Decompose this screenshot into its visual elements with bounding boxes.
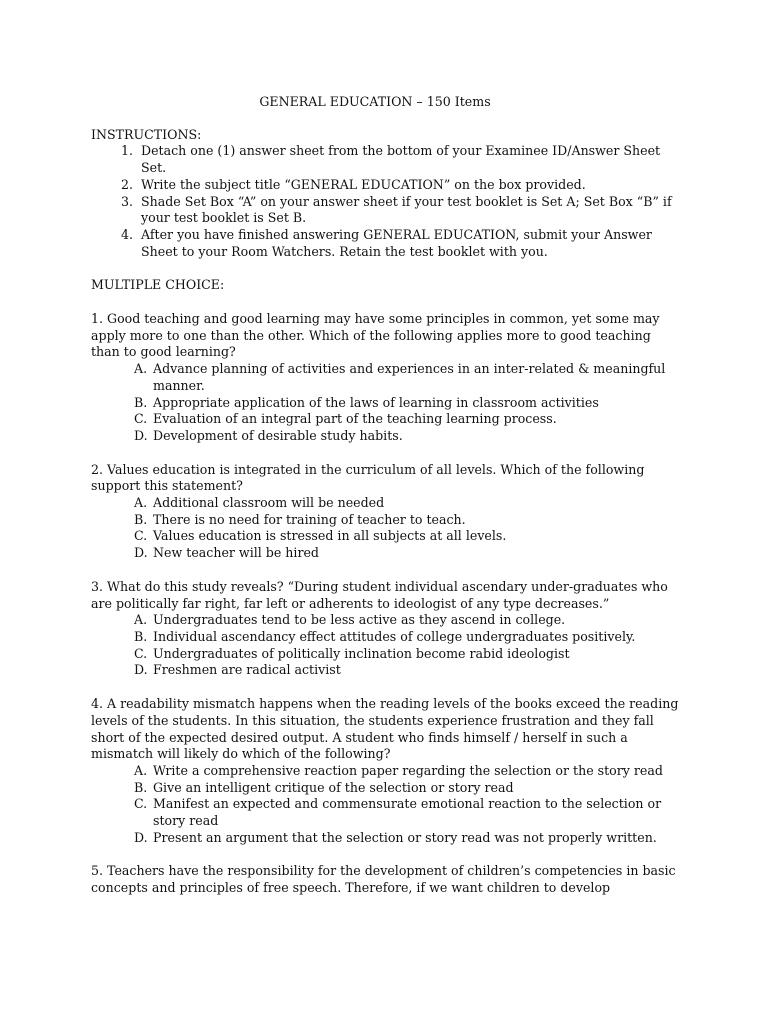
choice-text: Manifest an expected and commensurate emotional reaction to the selection or story read (153, 796, 662, 829)
choice-d (134, 662, 681, 679)
choice-b (134, 780, 681, 797)
choice-letter: C. (134, 411, 148, 427)
document-page (91, 94, 681, 914)
choice-a (134, 495, 681, 512)
question-3 (91, 579, 681, 679)
choice-letter: C. (134, 796, 148, 812)
question-stem: 3. What do this study reveals? “During student individual ascendary under-graduates who are politically far right, far left or adherents to ideologist of any type decreases.” (91, 578, 668, 611)
choice-d (134, 830, 681, 847)
choice-letter: C. (134, 645, 148, 661)
choice-d (134, 545, 681, 562)
page-title: GENERAL EDUCATION – 150 Items (259, 94, 491, 109)
choice-c (134, 528, 681, 545)
instruction-item: 1. Detach one (1) answer sheet from the bottom of your Examinee ID/Answer Sheet Set. (137, 143, 681, 176)
question-stem: 1. Good teaching and good learning may have some principles in common, yet some may apply more to one than the other. Which of the following applies more to good teaching than to good learning? (91, 311, 660, 360)
choice-letter: B. (134, 394, 148, 410)
multiple-choice-heading: MULTIPLE CHOICE: (91, 277, 225, 293)
choice-text: Appropriate application of the laws of learning in classroom activities (153, 394, 599, 410)
choice-letter: A. (134, 361, 148, 377)
choice-a (134, 612, 681, 629)
choice-text: New teacher will be hired (153, 545, 319, 561)
choice-letter: D. (134, 662, 148, 678)
choice-text: Freshmen are radical activist (153, 662, 341, 678)
question-stem: 4. A readability mismatch happens when the reading levels of the books exceed the reading levels of the students. In this situation, the students experience frustration and they fall short of the expected desired output. A student who finds himself / herself in such a mismatch will likely do which of the following? (91, 696, 679, 762)
choice-c (134, 646, 681, 663)
question-1 (91, 311, 681, 445)
choice-text: There is no need for training of teacher to teach. (153, 511, 466, 527)
choice-text: Write a comprehensive reaction paper regarding the selection or the story read (153, 762, 663, 778)
choice-text: Undergraduates of politically inclination become rabid ideologist (153, 645, 570, 661)
choice-text: Undergraduates tend to be less active as they ascend in college. (153, 612, 566, 628)
choice-letter: B. (134, 779, 148, 795)
choice-letter: A. (134, 762, 148, 778)
choice-letter: B. (134, 628, 148, 644)
choice-letter: D. (134, 545, 148, 561)
choice-d (134, 428, 681, 445)
choice-b (134, 629, 681, 646)
choice-letter: D. (134, 427, 148, 443)
instruction-item: 3. Shade Set Box “A” on your answer sheet if your test booklet is Set A; Set Box “B” if your test booklet is Set B. (137, 194, 681, 227)
question-2 (91, 462, 681, 562)
choice-text: Additional classroom will be needed (153, 495, 385, 511)
instruction-item: 4. After you have finished answering GENERAL EDUCATION, submit your Answer Sheet to your Room Watchers. Retain the test booklet with you. (137, 227, 681, 260)
choice-letter: C. (134, 528, 148, 544)
question-stem: 5. Teachers have the responsibility for the development of children’s competencies in basic concepts and principles of free speech. Therefore, if we want children to develop (91, 863, 676, 896)
choice-text: Advance planning of activities and experiences in an inter-related & meaningful manner. (153, 361, 666, 393)
choice-text: Values education is stressed in all subjects at all levels. (153, 528, 507, 544)
instructions-list (91, 143, 681, 260)
question-5 (91, 863, 681, 896)
choice-c (134, 796, 681, 829)
choice-text: Evaluation of an integral part of the teaching learning process. (153, 411, 557, 427)
choice-letter: D. (134, 829, 148, 845)
choice-letter: A. (134, 612, 148, 628)
choice-text: Give an intelligent critique of the selection or story read (153, 779, 514, 795)
choice-b (134, 395, 681, 412)
choice-text: Individual ascendancy effect attitudes of college undergraduates positively. (153, 628, 636, 644)
question-4 (91, 696, 681, 846)
choice-a (134, 361, 681, 394)
choice-b (134, 512, 681, 529)
choice-c (134, 411, 681, 428)
choice-letter: B. (134, 511, 148, 527)
choice-text: Development of desirable study habits. (153, 427, 403, 443)
instructions-heading: INSTRUCTIONS: (91, 126, 202, 142)
choice-letter: A. (134, 495, 148, 511)
choice-text: Present an argument that the selection or story read was not properly written. (153, 829, 657, 845)
choice-a (134, 763, 681, 780)
instruction-item: 2. Write the subject title “GENERAL EDUCATION” on the box provided. (137, 177, 681, 194)
question-stem: 2. Values education is integrated in the curriculum of all levels. Which of the following support this statement? (91, 461, 645, 494)
